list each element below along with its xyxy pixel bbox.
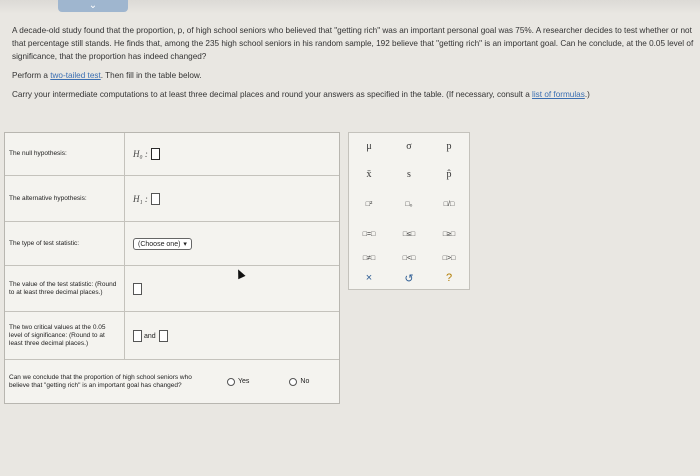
fraction-button[interactable]: □/□	[443, 200, 455, 208]
h1-symbol: H₁ :	[133, 194, 148, 204]
less-than-button[interactable]: □<□	[402, 254, 416, 262]
sigma-button[interactable]: σ	[406, 140, 412, 152]
table-row-type	[5, 221, 339, 266]
greater-equal-button[interactable]: □≥□	[442, 230, 456, 238]
instruction-test: Perform a two-tailed test. Then fill in the table below.	[12, 71, 202, 80]
problem-text: A decade-old study found that the proportion, p, of high school seniors who believed that "getting rich" was an important personal goal was 75%. A researcher decides to test whether or not that percentage still stands. He finds that, among the 235 high school seniors in his random sample, 192 believe that "getting rich" is an important goal. Can he conclude, at the 0.05 level of significance, that the proportion has indeed changed?	[12, 26, 694, 61]
p-button[interactable]: p	[446, 140, 452, 152]
phat-button[interactable]: p̂	[446, 168, 452, 180]
test-value-input[interactable]	[133, 283, 142, 295]
two-tailed-test-link[interactable]: two-tailed test	[50, 71, 101, 80]
table-row-value	[5, 265, 339, 312]
less-equal-button[interactable]: □≤□	[402, 230, 416, 238]
equals-button[interactable]: □=□	[362, 230, 376, 238]
table-row-critical	[5, 311, 339, 360]
answer-table	[4, 132, 340, 404]
instruction-rounding: Carry your intermediate computations to at least three decimal places and round your answers as specified in the table. (If necessary, consult a list of formulas.)	[12, 90, 590, 99]
chevron-down-icon[interactable]: ⌄	[88, 0, 98, 11]
square-button[interactable]: □²	[365, 200, 373, 208]
mu-button[interactable]: μ	[366, 140, 372, 152]
yes-radio[interactable]: Yes	[227, 378, 249, 386]
greater-than-button[interactable]: □>□	[442, 254, 456, 262]
table-row-alt	[5, 175, 339, 222]
subscript-button[interactable]: □₀	[405, 200, 413, 208]
null-hypothesis-input[interactable]	[151, 148, 160, 160]
test-type-label: The type of test statistic:	[5, 222, 125, 266]
test-value-label: The value of the test statistic: (Round to at least three decimal places.)	[5, 266, 125, 312]
table-row-conclusion	[5, 359, 339, 403]
chevron-down-icon: ▾	[183, 241, 187, 248]
problem-statement	[12, 24, 698, 107]
critical-values-label: The two critical values at the 0.05 level of significance: (Round to at least three decimal places.)	[5, 312, 125, 360]
alternative-hypothesis-label: The alternative hypothesis:	[5, 176, 125, 222]
xbar-button[interactable]: x̄	[366, 168, 372, 180]
h0-symbol: H₀ :	[133, 149, 148, 159]
critical-value-2-input[interactable]	[159, 330, 168, 342]
test-type-select[interactable]: (Choose one) ▾	[133, 238, 192, 250]
alternative-hypothesis-input[interactable]	[151, 193, 160, 205]
not-equal-button[interactable]: □≠□	[362, 254, 376, 262]
undo-button[interactable]: ↺	[404, 272, 414, 285]
critical-value-1-input[interactable]	[133, 330, 142, 342]
s-button[interactable]: s	[407, 168, 411, 180]
no-radio[interactable]: No	[289, 378, 309, 386]
table-row-null	[5, 133, 339, 175]
symbol-palette	[348, 132, 470, 290]
clear-button[interactable]: ×	[365, 272, 373, 284]
null-hypothesis-label: The null hypothesis:	[5, 133, 125, 175]
formulas-link[interactable]: list of formulas	[532, 90, 585, 99]
help-button[interactable]: ?	[445, 272, 453, 284]
conclusion-label: Can we conclude that the proportion of high school seniors who believe that "getting rich" is an important goal has changed?	[9, 373, 192, 389]
and-text: and	[144, 332, 156, 340]
